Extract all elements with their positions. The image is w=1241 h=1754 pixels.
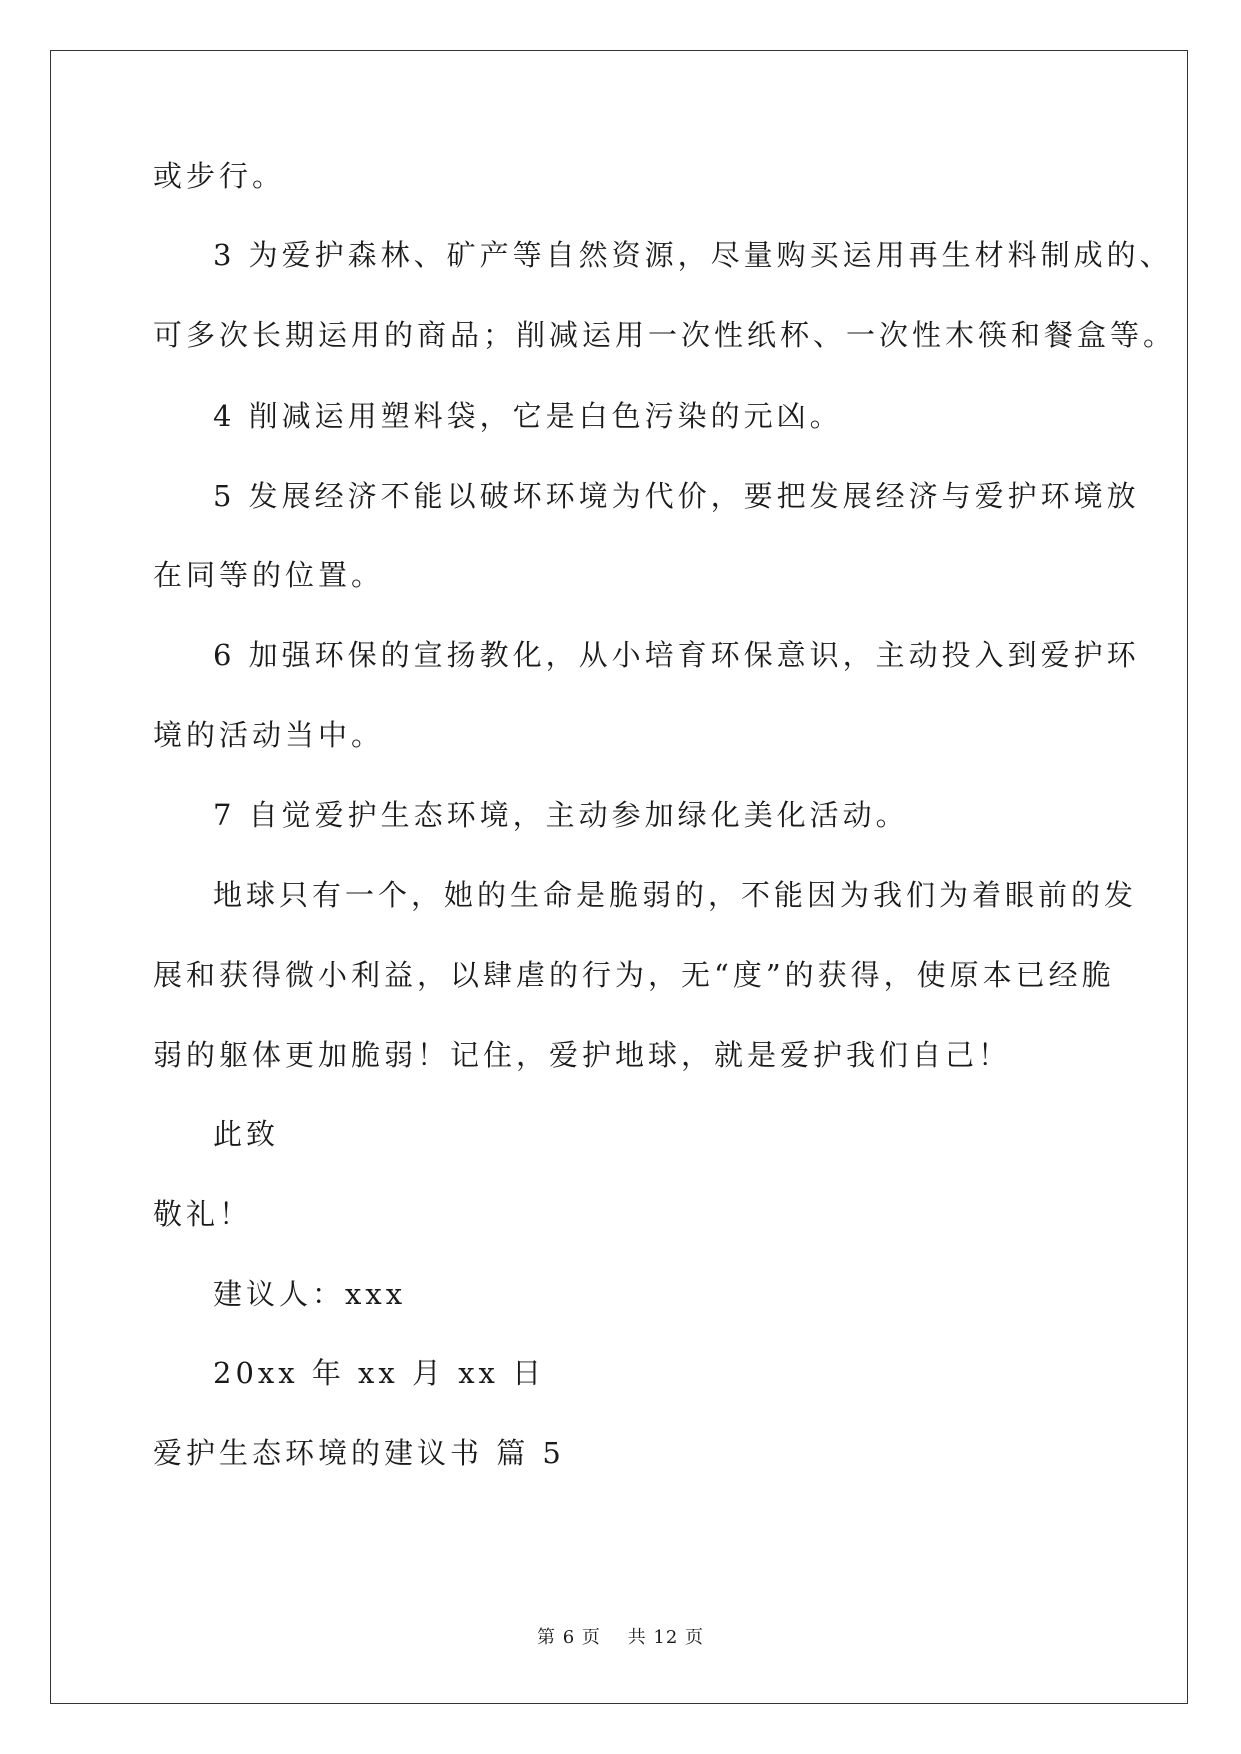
text-line: 可多次长期运用的商品；削减运用一次性纸杯、一次性木筷和餐盒等。 xyxy=(153,318,1177,352)
text-line: 在同等的位置。 xyxy=(153,558,385,592)
text-line: 或步行。 xyxy=(153,159,286,193)
text-line: 敬礼！ xyxy=(153,1197,253,1231)
text-line: 3 为爱护森林、矿产等自然资源，尽量购买运用再生材料制成的、 xyxy=(213,238,1173,272)
text-line: 地球只有一个，她的生命是脆弱的，不能因为我们为着眼前的发 xyxy=(213,878,1138,912)
page-footer xyxy=(0,1626,1241,1650)
text-line: 5 发展经济不能以破坏环境为代价，要把发展经济与爱护环境放 xyxy=(213,479,1140,513)
section-heading: 爱护生态环境的建议书 篇 5 xyxy=(153,1436,565,1470)
text-line: 6 加强环保的宣扬教化，从小培育环保意识，主动投入到爱护环 xyxy=(213,638,1140,672)
text-line: 7 自觉爱护生态环境，主动参加绿化美化活动。 xyxy=(213,798,909,832)
page-number: 第 6 页 xyxy=(537,1627,601,1648)
text-line: 建议人：xxx xyxy=(213,1277,407,1311)
text-line: 20xx 年 xx 月 xx 日 xyxy=(213,1356,546,1390)
page-total: 共 12 页 xyxy=(627,1627,704,1648)
text-line: 4 削减运用塑料袋，它是白色污染的元凶。 xyxy=(213,399,843,433)
text-line: 展和获得微小利益，以肆虐的行为，无“度”的获得，使原本已经脆 xyxy=(153,958,1115,992)
text-line: 境的活动当中。 xyxy=(153,718,385,752)
text-line: 此致 xyxy=(213,1117,280,1151)
text-line: 弱的躯体更加脆弱！记住，爱护地球，就是爱护我们自己！ xyxy=(153,1038,1012,1072)
